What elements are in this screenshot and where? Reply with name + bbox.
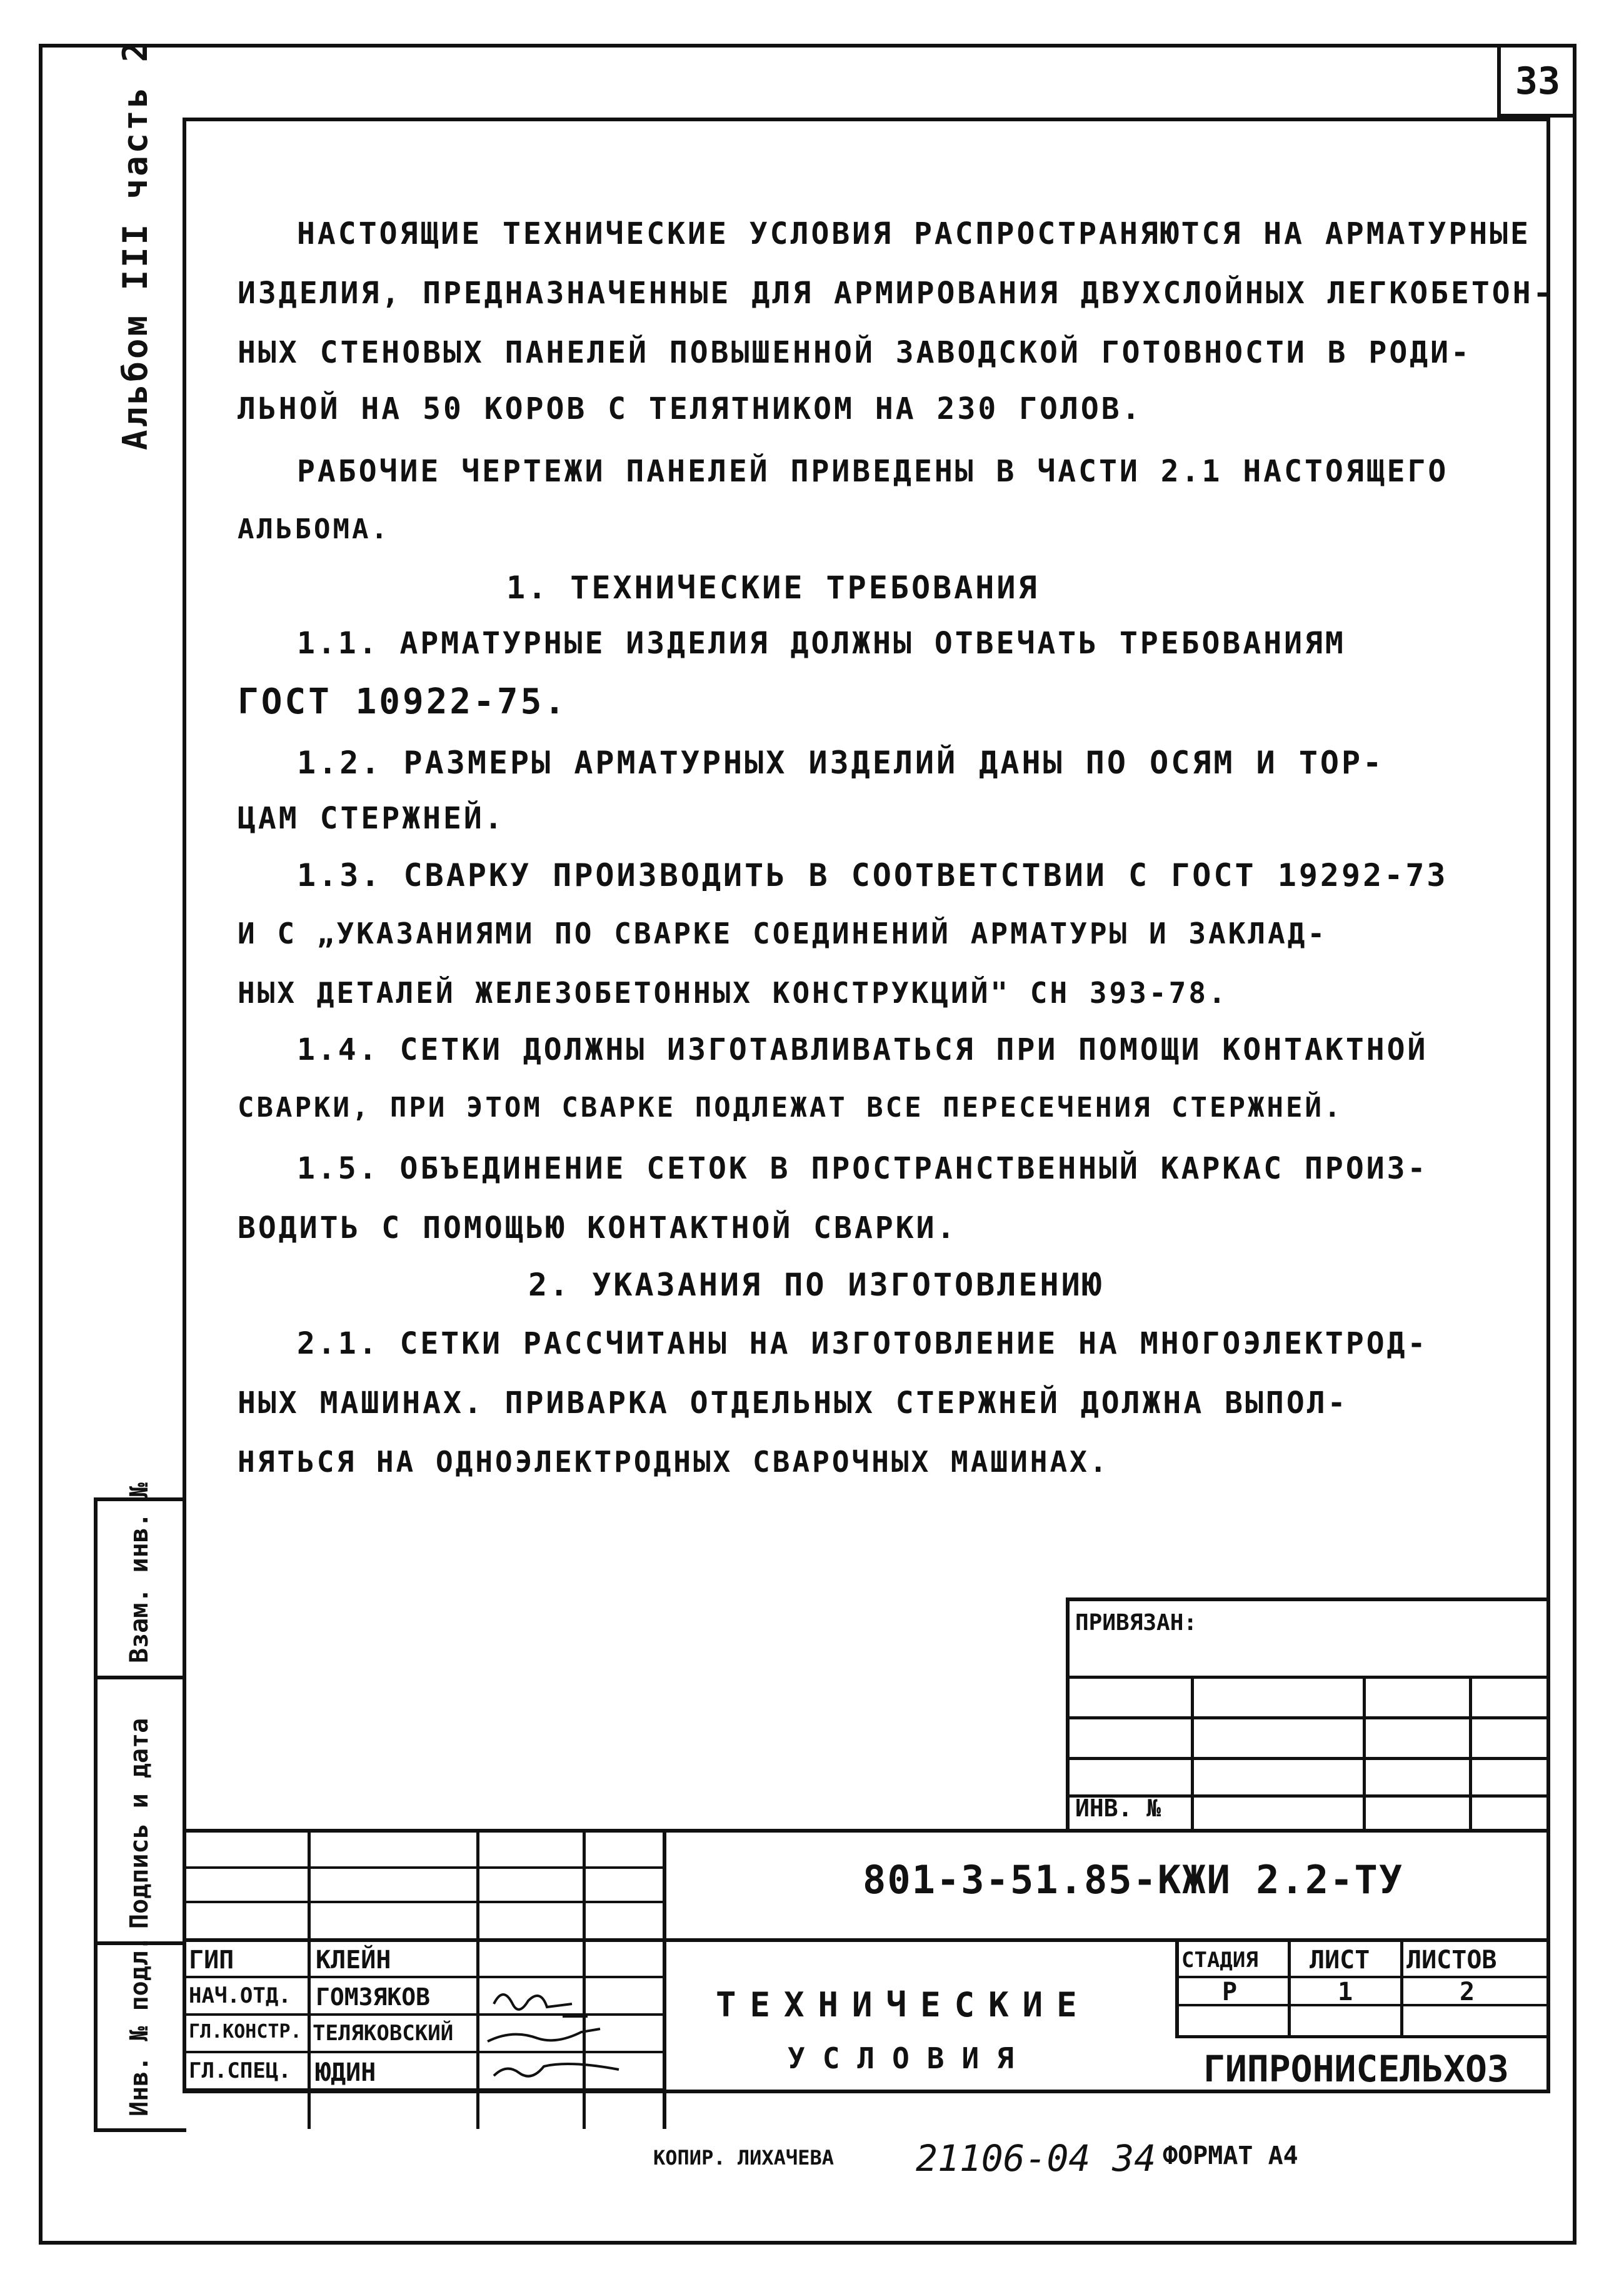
margin-podpis-data: Подпись и дата xyxy=(125,1718,154,1929)
paragraph-drawings-line: РАБОЧИЕ ЧЕРТЕЖИ ПАНЕЛЕЙ ПРИВЕДЕНЫ В ЧАСТИ 2.1 НАСТОЯЩЕГО xyxy=(297,454,1449,489)
organization-name: ГИПРОНИСЕЛЬХОЗ xyxy=(1203,2048,1509,2090)
clause-1-4-line: 1.4. СЕТКИ ДОЛЖНЫ ИЗГОТАВЛИВАТЬСЯ ПРИ ПОМОЩИ КОНТАКТНОЙ xyxy=(297,1032,1428,1067)
sheet-value: 1 xyxy=(1338,1978,1353,2006)
stage-header: СТАДИЯ xyxy=(1181,1948,1258,1973)
paragraph-intro-line: ЛЬНОЙ НА 50 КОРОВ С ТЕЛЯТНИКОМ НА 230 ГОЛОВ. xyxy=(238,391,1143,426)
album-side-title: Альбом III часть 2 xyxy=(116,39,155,450)
clause-2-1-line: 2.1. СЕТКИ РАССЧИТАНЫ НА ИЗГОТОВЛЕНИЕ НА МНОГОЭЛЕКТРОД- xyxy=(297,1326,1428,1361)
role-label: НАЧ.ОТД. xyxy=(189,1983,291,2008)
margin-vzam-inv: Взам. инв. № xyxy=(125,1482,154,1663)
clause-1-3-line: 1.3. СВАРКУ ПРОИЗВОДИТЬ В СООТВЕТСТВИИ С ГОСТ 19292-73 xyxy=(297,857,1448,893)
paragraph-drawings-line: АЛЬБОМА. xyxy=(238,513,390,545)
clause-1-5-line: ВОДИТЬ С ПОМОЩЬЮ КОНТАКТНОЙ СВАРКИ. xyxy=(238,1210,958,1245)
clause-1-1-line: ГОСТ 10922-75. xyxy=(238,682,568,722)
clause-1-2-line: ЦАМ СТЕРЖНЕЙ. xyxy=(238,801,505,836)
role-label: ГЛ.СПЕЦ. xyxy=(189,2058,291,2083)
clause-1-5-line: 1.5. ОБЪЕДИНЕНИЕ СЕТОК В ПРОСТРАНСТВЕННЫЙ КАРКАС ПРОИЗ- xyxy=(297,1151,1428,1186)
document-code: 801-3-51.85-КЖИ 2.2-ТУ xyxy=(863,1857,1404,1903)
role-label: ГЛ.КОНСТР. xyxy=(189,2021,302,2043)
role-name: ТЕЛЯКОВСКИЙ xyxy=(313,2021,454,2046)
footer-copied-by: КОПИР. ЛИХАЧЕВА xyxy=(653,2146,834,2170)
clause-2-1-line: НЯТЬСЯ НА ОДНОЭЛЕКТРОДНЫХ СВАРОЧНЫХ МАШИНАХ. xyxy=(238,1445,1110,1479)
margin-inv-podl: Инв. № подл. xyxy=(125,1936,154,2116)
privyazan-label: ПРИВЯЗАН: xyxy=(1075,1610,1198,1636)
signature-2 xyxy=(488,2016,600,2041)
section-heading-2: 2. УКАЗАНИЯ ПО ИЗГОТОВЛЕНИЮ xyxy=(528,1267,1104,1303)
clause-1-1-line: 1.1. АРМАТУРНЫЕ ИЗДЕЛИЯ ДОЛЖНЫ ОТВЕЧАТЬ ТРЕБОВАНИЯМ xyxy=(297,626,1346,661)
clause-1-3-line: И С „УКАЗАНИЯМИ ПО СВАРКЕ СОЕДИНЕНИЙ АРМАТУРЫ И ЗАКЛАД- xyxy=(238,917,1328,950)
document-title-line2: УСЛОВИЯ xyxy=(788,2041,1031,2075)
signature-3 xyxy=(494,2064,619,2076)
signatures xyxy=(481,1979,706,2091)
sheets-header: ЛИСТОВ xyxy=(1406,1946,1497,1975)
footer-number: 21106-04 34 xyxy=(916,2137,1156,2180)
paragraph-intro-line: ИЗДЕЛИЯ, ПРЕДНАЗНАЧЕННЫЕ ДЛЯ АРМИРОВАНИЯ ДВУХСЛОЙНЫХ ЛЕГКОБЕТОН- xyxy=(238,276,1554,311)
inv-no-label: ИНВ. № xyxy=(1075,1794,1161,1822)
role-name: ЮДИН xyxy=(316,2058,376,2087)
signature-1 xyxy=(494,1995,572,2010)
paragraph-intro-line: НЫХ СТЕНОВЫХ ПАНЕЛЕЙ ПОВЫШЕННОЙ ЗАВОДСКОЙ ГОТОВНОСТИ В РОДИ- xyxy=(238,335,1471,370)
clause-2-1-line: НЫХ МАШИНАХ. ПРИВАРКА ОТДЕЛЬНЫХ СТЕРЖНЕЙ ДОЛЖНА ВЫПОЛ- xyxy=(238,1386,1348,1421)
section-heading-1: 1. ТЕХНИЧЕСКИЕ ТРЕБОВАНИЯ xyxy=(506,570,1040,606)
paragraph-intro-line: НАСТОЯЩИЕ ТЕХНИЧЕСКИЕ УСЛОВИЯ РАСПРОСТРАНЯЮТСЯ НА АРМАТУРНЫЕ xyxy=(297,216,1531,251)
stage-value: Р xyxy=(1222,1978,1238,2006)
sheets-value: 2 xyxy=(1460,1978,1475,2006)
clause-1-4-line: СВАРКИ, ПРИ ЭТОМ СВАРКЕ ПОДЛЕЖАТ ВСЕ ПЕРЕСЕЧЕНИЯ СТЕРЖНЕЙ. xyxy=(238,1092,1343,1124)
clause-1-2-line: 1.2. РАЗМЕРЫ АРМАТУРНЫХ ИЗДЕЛИЙ ДАНЫ ПО ОСЯМ И ТОР- xyxy=(297,745,1385,781)
sheet-header: ЛИСТ xyxy=(1310,1946,1370,1975)
role-name: ГОМЗЯКОВ xyxy=(316,1983,431,2011)
clause-1-3-line: НЫХ ДЕТАЛЕЙ ЖЕЛЕЗОБЕТОННЫХ КОНСТРУКЦИЙ" СН 393-78. xyxy=(238,976,1228,1010)
role-label: ГИП xyxy=(189,1946,234,1975)
role-name: КЛЕЙН xyxy=(316,1946,391,1975)
document-title-line1: ТЕХНИЧЕСКИЕ xyxy=(716,1985,1091,2025)
footer-format: ФОРМАТ А4 xyxy=(1163,2141,1298,2170)
page-number: 33 xyxy=(1515,59,1561,103)
